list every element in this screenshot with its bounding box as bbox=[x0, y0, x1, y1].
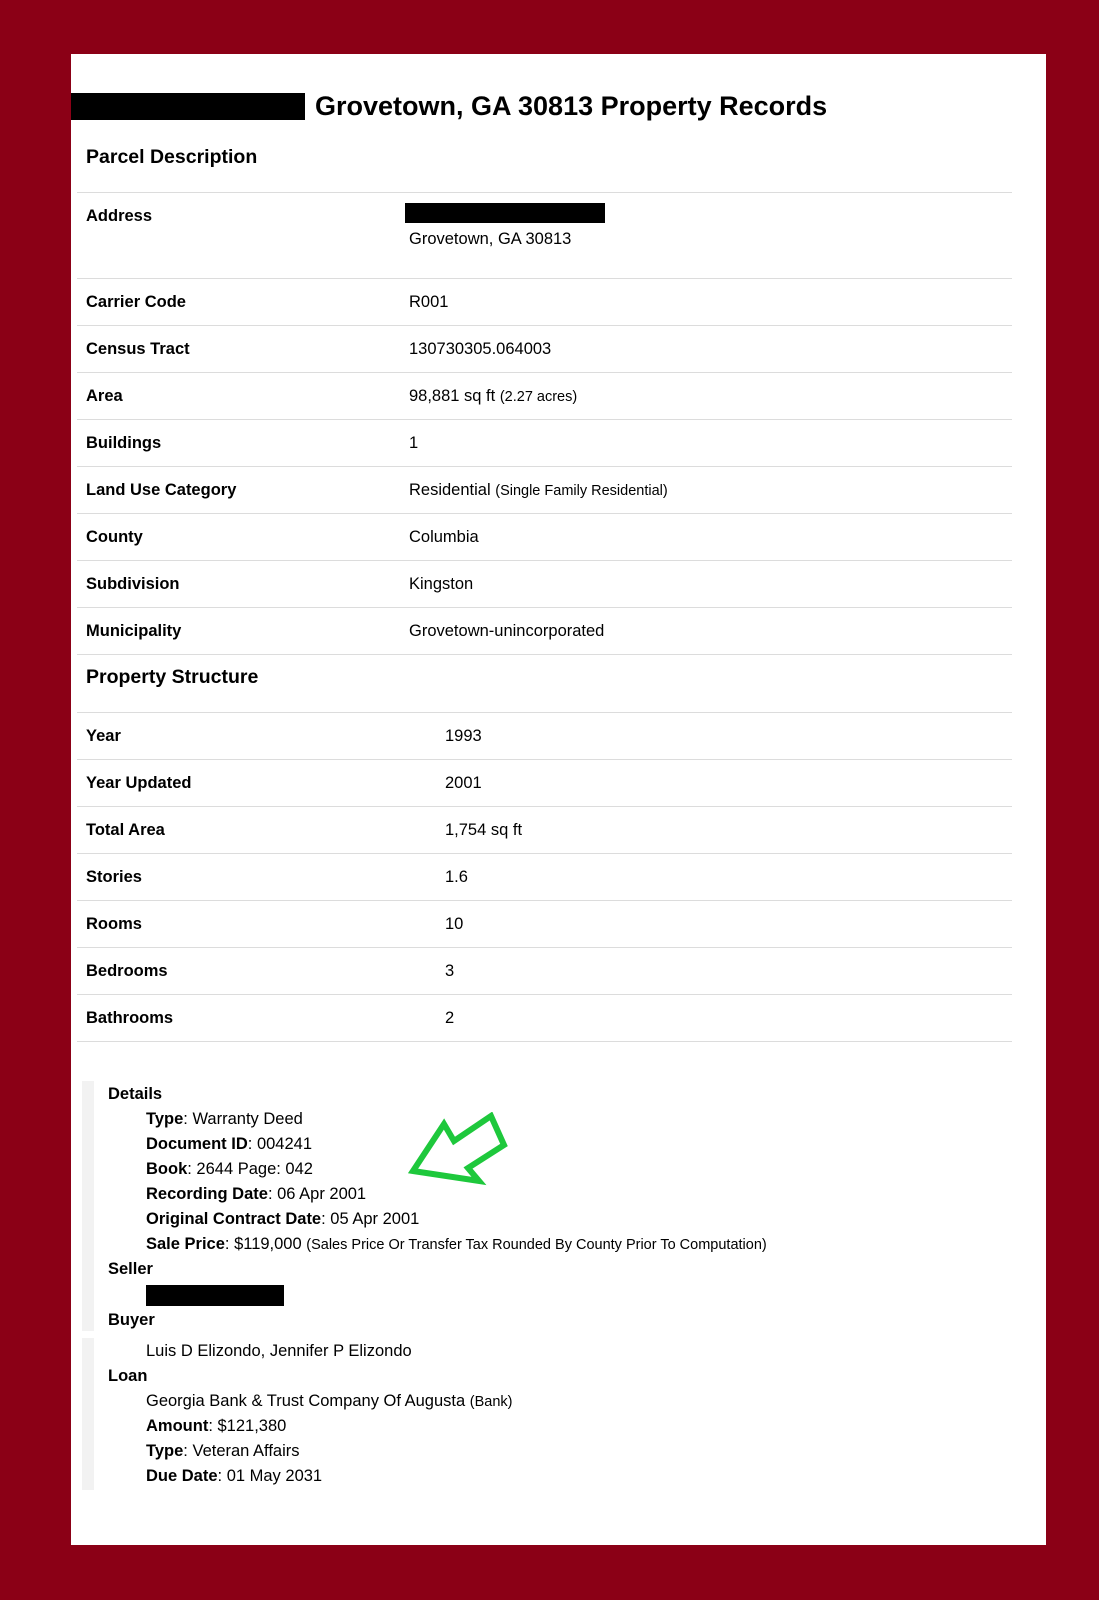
sale-price-label: Sale Price bbox=[146, 1235, 225, 1253]
row-value: 2 bbox=[445, 1008, 455, 1027]
contract-date-label: Original Contract Date bbox=[146, 1210, 322, 1228]
table-row bbox=[77, 995, 1012, 1042]
row-value: Columbia bbox=[409, 527, 479, 546]
row-value bbox=[400, 467, 1012, 514]
buyer-heading: Buyer bbox=[108, 1311, 155, 1329]
seller-line bbox=[146, 1284, 284, 1306]
table-row bbox=[77, 760, 1012, 807]
row-value: 3 bbox=[445, 961, 455, 980]
book-line: Book: 2644 Page: 042 bbox=[146, 1160, 313, 1178]
row-value: 130730305.064003 bbox=[409, 339, 552, 358]
seller-heading: Seller bbox=[108, 1260, 153, 1278]
parcel-table bbox=[77, 192, 1012, 655]
row-label: Bathrooms bbox=[86, 1008, 174, 1027]
arrow-icon-svg bbox=[408, 1112, 508, 1186]
row-value: 1,754 sq ft bbox=[445, 820, 523, 839]
row-value: Kingston bbox=[409, 574, 474, 593]
table-row bbox=[77, 901, 1012, 948]
row-label: Subdivision bbox=[86, 574, 180, 593]
row-label: Municipality bbox=[86, 621, 182, 640]
parcel-section-title: Parcel Description bbox=[86, 146, 258, 168]
row-label: Bedrooms bbox=[86, 961, 168, 980]
table-row bbox=[77, 807, 1012, 854]
row-label: Land Use Category bbox=[86, 480, 237, 499]
table-row bbox=[77, 279, 1012, 326]
loan-amount-label: Amount bbox=[146, 1417, 209, 1435]
due-date-value: 01 May 2031 bbox=[226, 1467, 323, 1485]
arrow-icon-shape bbox=[413, 1116, 504, 1181]
area-value: 98,881 sq ft bbox=[409, 386, 496, 405]
table-row bbox=[77, 854, 1012, 901]
row-value: R001 bbox=[409, 292, 449, 311]
contract-date-value: 05 Apr 2001 bbox=[330, 1210, 420, 1228]
redacted-owner-name bbox=[71, 93, 305, 120]
row-label: Buildings bbox=[86, 433, 162, 452]
lender-type: (Bank) bbox=[469, 1394, 513, 1410]
sale-price-value: $119,000 bbox=[234, 1235, 302, 1253]
book-value: 2644 Page: 042 bbox=[196, 1160, 313, 1178]
sale-price-note: (Sales Price Or Transfer Tax Rounded By County Prior To Computation) bbox=[306, 1237, 767, 1253]
document-id-line: Document ID: 004241 bbox=[146, 1135, 312, 1153]
loan-type-label: Type bbox=[146, 1442, 184, 1460]
row-label: County bbox=[86, 527, 143, 546]
table-row bbox=[77, 608, 1012, 655]
land-use-value: Residential bbox=[409, 480, 491, 499]
table-row bbox=[77, 561, 1012, 608]
deed-type-label: Type bbox=[146, 1110, 184, 1128]
loan-type-line: Type: Veteran Affairs bbox=[146, 1442, 300, 1460]
title-row bbox=[71, 88, 827, 124]
document-page bbox=[71, 54, 1046, 1545]
row-label: Stories bbox=[86, 867, 142, 886]
row-label: Carrier Code bbox=[86, 292, 186, 311]
recording-date-value: 06 Apr 2001 bbox=[277, 1185, 367, 1203]
row-value: 1.6 bbox=[445, 867, 468, 886]
row-label: Total Area bbox=[86, 820, 165, 839]
quote-bar bbox=[82, 1338, 94, 1490]
loan-amount-value: $121,380 bbox=[217, 1417, 287, 1435]
row-label: Year bbox=[86, 726, 121, 745]
row-value: 1993 bbox=[445, 726, 482, 745]
row-value bbox=[400, 373, 1012, 420]
sale-price-line: Sale Price: $119,000 (Sales Price Or Transfer Tax Rounded By County Prior To Computation) bbox=[146, 1235, 767, 1253]
row-label: Census Tract bbox=[86, 339, 190, 358]
page-title: Grovetown, GA 30813 Property Records bbox=[315, 90, 828, 121]
redacted-seller-name bbox=[146, 1285, 284, 1306]
table-row bbox=[77, 420, 1012, 467]
recording-date-line: Recording Date: 06 Apr 2001 bbox=[146, 1185, 367, 1203]
lender-name: Georgia Bank & Trust Company Of Augusta bbox=[146, 1392, 466, 1410]
row-value: 2001 bbox=[445, 773, 482, 792]
deed-type-value: Warranty Deed bbox=[192, 1110, 303, 1128]
row-value: 10 bbox=[445, 914, 464, 933]
address-city-line: Grovetown, GA 30813 bbox=[409, 230, 572, 248]
loan-amount-line: Amount: $121,380 bbox=[146, 1417, 287, 1435]
address-value bbox=[400, 193, 1012, 279]
row-label: Year Updated bbox=[86, 773, 192, 792]
table-row bbox=[77, 514, 1012, 561]
redacted-street-address bbox=[405, 203, 605, 223]
land-use-detail: (Single Family Residential) bbox=[495, 482, 668, 499]
structure-section-title: Property Structure bbox=[86, 666, 259, 688]
loan-type-value: Veteran Affairs bbox=[192, 1442, 300, 1460]
lender-line bbox=[146, 1390, 512, 1412]
row-value: 1 bbox=[409, 433, 419, 452]
table-row bbox=[77, 948, 1012, 995]
contract-date-line: Original Contract Date: 05 Apr 2001 bbox=[146, 1210, 420, 1228]
table-row bbox=[77, 713, 1012, 760]
table-row bbox=[77, 373, 1012, 420]
quote-bar bbox=[82, 1081, 94, 1331]
row-value: Grovetown-unincorporated bbox=[409, 621, 605, 640]
row-label: Rooms bbox=[86, 914, 142, 933]
table-row bbox=[77, 193, 1012, 279]
table-row bbox=[77, 467, 1012, 514]
document-id-label: Document ID bbox=[146, 1135, 248, 1153]
area-acres: (2.27 acres) bbox=[499, 388, 578, 405]
due-date-label: Due Date bbox=[146, 1467, 218, 1485]
row-label: Address bbox=[86, 207, 153, 225]
structure-table bbox=[77, 712, 1012, 1042]
deed-type-line: Type: Warranty Deed bbox=[146, 1110, 303, 1128]
row-label: Area bbox=[86, 386, 123, 405]
details-heading: Details bbox=[108, 1085, 163, 1103]
book-label: Book bbox=[146, 1160, 188, 1178]
document-id-value: 004241 bbox=[256, 1135, 312, 1153]
buyer-value: Luis D Elizondo, Jennifer P Elizondo bbox=[146, 1342, 412, 1360]
table-row bbox=[77, 326, 1012, 373]
recording-date-label: Recording Date bbox=[146, 1185, 268, 1203]
due-date-line: Due Date: 01 May 2031 bbox=[146, 1467, 323, 1485]
sale-history-block bbox=[82, 1081, 1032, 1491]
arrow-icon bbox=[408, 1112, 508, 1186]
loan-heading: Loan bbox=[108, 1367, 148, 1385]
